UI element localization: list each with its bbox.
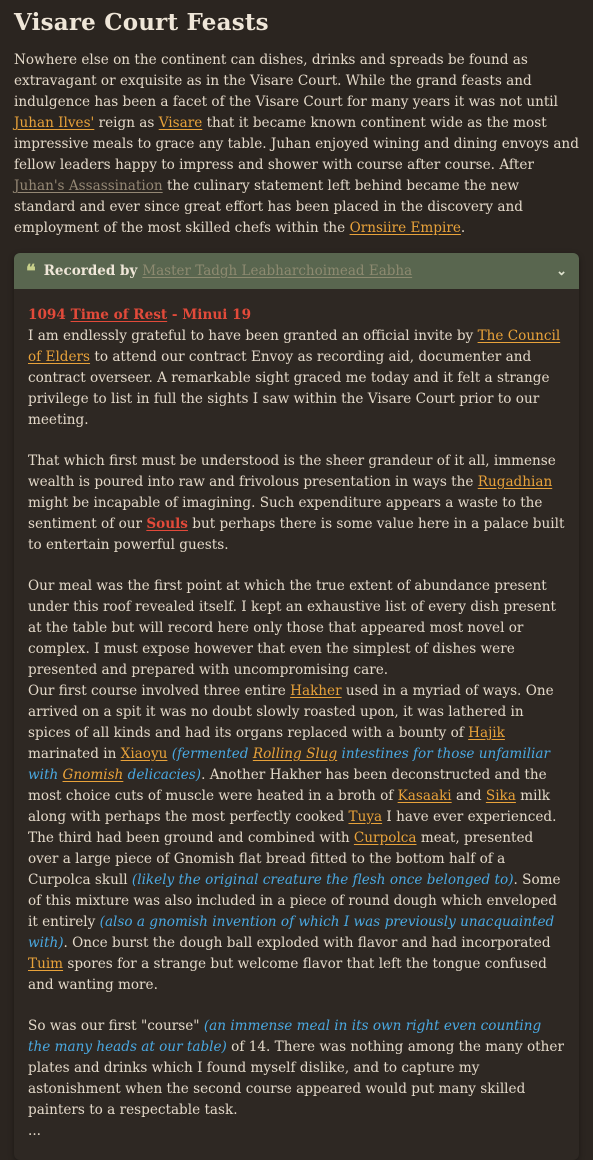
link-juhan-ilves[interactable]: Juhan Ilves' (14, 115, 95, 131)
entry-date: 1094 Time of Rest - Minui 19 (28, 307, 252, 323)
callout-body (14, 289, 579, 1160)
link-sika[interactable]: Sika (485, 788, 516, 804)
quote-icon: ❝ (26, 260, 36, 282)
page-title: Visare Court Feasts (14, 9, 269, 36)
link-kasaaki[interactable]: Kasaaki (397, 788, 452, 804)
entry-paragraph-5: So was our first "course" (an immense meal in its own right even counting the many heads at our table) of 14. There was nothing among the many other plates and drinks which I found myself dislike, and to capture my astonishment when the second course appeared would put many skilled painters to a respectable task. (28, 1018, 564, 1118)
link-council-of-elders[interactable]: The Council of Elders (28, 328, 561, 365)
link-xiaoyu[interactable]: Xiaoyu (120, 746, 168, 762)
intro-paragraph: Nowhere else on the continent can dishes, drinks and spreads be found as extravagant or exquisite as in the Visare Court. While the grand feasts and indulgence has been a facet of the Visare Court for many years it was not until Juhan Ilves' reign as Visare that it became known continent wide as the most impressive meals to grace any table. Juhan enjoyed wining and dining envoys and fellow leaders happy to impress and shower with course after course. After Juhan's Assassination the culinary statement left behind became the new standard and ever since great effort has been placed in the discovery and employment of the most skilled chefs within the Ornsiire Empire. (14, 52, 579, 236)
entry-paragraph-1: I am endlessly grateful to have been granted an official invite by The Council of Elders to attend our contract Envoy as recording aid, documenter and contract overseer. A remarkable sight graced me today and it felt a strange privilege to list in full the sights I saw within the Visare Court prior to our meeting. (28, 328, 561, 428)
link-tuya[interactable]: Tuya (348, 809, 383, 825)
entry-paragraph-4: Our first course involved three entire Hakher used in a myriad of ways. One arrived on a spit it was no doubt slowly roasted upon, it was lathered in spices of all kinds and had its organs replaced with a bounty of Hajik marinated in Xiaoyu (fermented Rolling Slug intestines for those unfamiliar with Gnomish delicacies). Another Hakher has been deconstructed and the most choice cuts of muscle were heated in a broth of Kasaaki and Sika milk along with perhaps the most perfectly cooked Tuya I have ever experienced. The third had been ground and combined with Curpolca meat, presented over a large piece of Gnomish flat bread fitted to the bottom half of a Curpolca skull (likely the original creature the flesh once belonged to). Some of this mixture was also included in a piece of round dough which enveloped it entirely (also a gnomish invention of which I was previously unacquainted with). Once burst the dough ball exploded with flavor and had incorporated Tuim spores for a strange but welcome flavor that left the tongue confused and wanting more. (28, 683, 561, 993)
entry-ellipsis: ... (28, 1123, 41, 1139)
link-juhans-assassination[interactable]: Juhan's Assassination (14, 178, 163, 194)
link-author[interactable]: Master Tadgh Leabharchoimead Eabha (142, 262, 413, 279)
note-gnomish-invention: (also a gnomish invention of which I was previously unacquainted with) (28, 914, 555, 951)
link-time-of-rest[interactable]: Time of Rest (70, 307, 168, 323)
link-ornsiire-empire[interactable]: Ornsiire Empire (349, 220, 461, 236)
entry-paragraph-3: Our meal was the first point at which the true extent of abundance present under this roof revealed itself. I kept an exhaustive list of every dish present at the table but will record here only those that appeared most novel or complex. I must expose however that even the simplest of dishes were presented and prepared with uncompromising care. (28, 578, 556, 678)
note-original-creature: (likely the original creature the flesh once belonged to) (131, 872, 514, 888)
link-souls[interactable]: Souls (146, 516, 188, 532)
link-visare[interactable]: Visare (158, 115, 203, 131)
recorded-callout (14, 253, 579, 1160)
link-hakher[interactable]: Hakher (290, 683, 342, 699)
link-gnomish[interactable]: Gnomish (62, 767, 124, 783)
link-curpolca[interactable]: Curpolca (353, 830, 417, 846)
link-tuim[interactable]: Tuim (28, 956, 64, 972)
note-immense-meal: (an immense meal in its own right even counting the many heads at our table) (28, 1018, 542, 1055)
entry-paragraph-2: That which first must be understood is the sheer grandeur of it all, immense wealth is poured into raw and frivolous presentation in ways the Rugadhian might be incapable of imagining. Such expenditure appears a waste to the sentiment of our Souls but perhaps there is some value here in a palace built to entertain powerful guests. (28, 453, 565, 553)
link-rugadhian[interactable]: Rugadhian (477, 474, 553, 490)
recorded-by-label: Recorded by (43, 262, 138, 279)
link-rolling-slug[interactable]: Rolling Slug (252, 746, 338, 762)
link-hajik[interactable]: Hajik (468, 725, 505, 741)
note-fermented: (fermented Rolling Slug intestines for those unfamiliar with Gnomish delicacies) (28, 746, 550, 783)
callout-header-toggle[interactable] (14, 253, 579, 289)
chevron-down-icon[interactable]: ⌄ (556, 263, 567, 279)
